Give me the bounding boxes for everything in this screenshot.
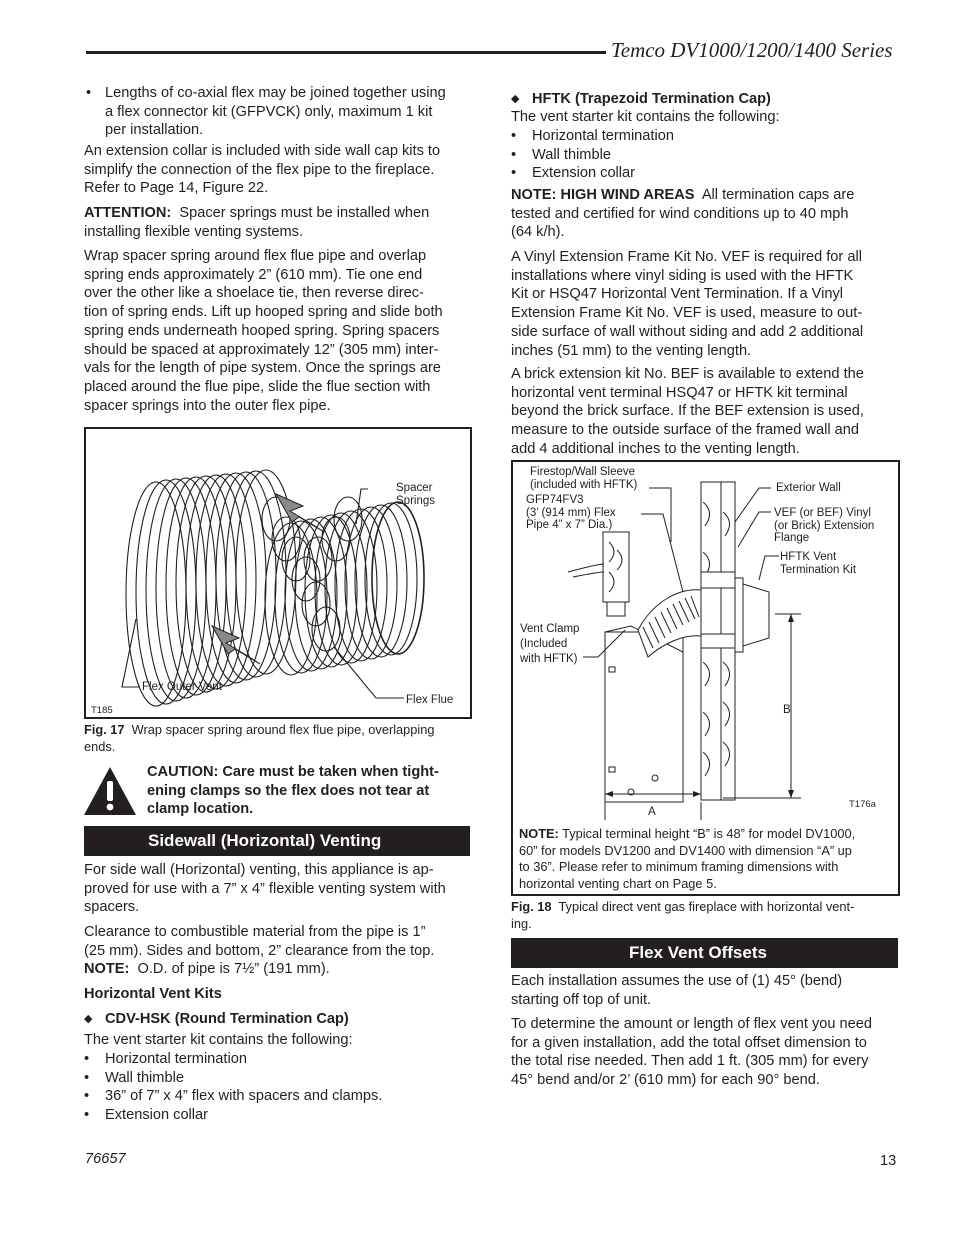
attention-paragraph: ATTENTION: Spacer springs must be installed when installing flexible venting systems. (84, 205, 430, 240)
paragraph-wrap-spring: Wrap spacer spring around flex flue pipe and overlap spring ends approximately 2” (610 mm). Tie one end over the other like a shoelace tie, then reverse direc- tion of spring ends. Lift up hooped spring and slide both spring ends underneath hooped spring. Spring spacers should be spaced at approximately 12” (305 mm) inter- vals for the length of pipe system. Once the springs are placed around the flue pipe, slide the flue section with spacer springs into the outer flex pipe. (84, 248, 443, 414)
diamond-bullet-icon: ◆ (511, 93, 520, 105)
paragraph-high-wind: NOTE: HIGH WIND AREAS All termination caps are tested and certified for wind conditions up to 40 mph (64 k/h). (511, 187, 855, 241)
caution-warning-icon (82, 765, 138, 817)
list-item: • Wall thimble (511, 146, 611, 163)
cdv-kit-list (84, 1050, 476, 1125)
page-number: 13 (880, 1153, 897, 1169)
section-title-flex-vent-offsets: Flex Vent Offsets (511, 938, 898, 968)
list-item: • Horizontal termination (84, 1051, 247, 1067)
figure-18-note: NOTE: Typical terminal height “B” is 48” for model DV1000, 60” for models DV1200 and DV1400 with dimension “A” up to 36”. Please refer to minimum framing dimensions with horizontal venting chart on Page 5. (519, 826, 856, 891)
caution-text: CAUTION: Care must be taken when tight- ening clamps so the flex does not tear at clamp location. (147, 764, 439, 818)
label-exterior-wall: Exterior Wall (776, 482, 841, 494)
list-item: • Horizontal termination (511, 128, 674, 144)
figure-18-caption: Fig. 18 Typical direct vent gas fireplace with horizontal vent- ing. (511, 899, 855, 931)
paragraph-offset-assumption: Each installation assumes the use of (1) 45° (bend) starting off top of unit. (511, 973, 843, 1008)
document-number: 76657 (85, 1151, 126, 1167)
figure-18-box (511, 460, 900, 896)
heading-hftk: HFTK (Trapezoid Termination Cap) (532, 91, 771, 107)
heading-horizontal-vent-kits: Horizontal Vent Kits (84, 986, 222, 1002)
paragraph-sidewall: For side wall (Horizontal) venting, this appliance is ap- proved for use with a 7” x 4” flexible venting system with spacers. (84, 862, 446, 916)
bullet-marker: • (86, 85, 92, 101)
cdv-starter-intro: The vent starter kit contains the following: (84, 1032, 353, 1048)
paragraph-extension-collar: An extension collar is included with side wall cap kits to simplify the connection of the flex pipe to the fireplace. Refer to Page 14, Figure 22. (84, 143, 441, 197)
list-item: • 36” of 7” x 4” flex with spacers and clamps. (84, 1088, 383, 1105)
label-vent-clamp: Vent Clamp (Included with HFTK) (520, 623, 580, 665)
page-header-title: Temco DV1000/1200/1400 Series (611, 38, 893, 62)
label-spacer-springs: Spacer Springs (396, 482, 435, 507)
flex-pipe-illustration (86, 429, 470, 717)
paragraph-brick-extension: A brick extension kit No. BEF is available to extend the horizontal vent terminal HSQ47 or HFTK kit terminal beyond the brick surface. If the BEF extension is used, measure to the outside surface of the framed wall and add 4 additional inches to the venting length. (511, 366, 864, 457)
heading-cdv-hsk: CDV-HSK (Round Termination Cap) (105, 1011, 349, 1027)
paragraph-offset-calculation: To determine the amount or length of flex vent you need for a given installation, add the total offset dimension to the total rise needed. Then add 1 ft. (305 mm) for every 45° bend and/or 2’ (610 mm) for each 90° bend. (511, 1016, 873, 1089)
list-item: • Wall thimble (84, 1069, 184, 1086)
figure-17-caption: Fig. 17 Wrap spacer spring around flex flue pipe, overlapping ends. (84, 722, 435, 754)
figure-code: T176a (849, 799, 876, 810)
diamond-bullet-icon: ◆ (84, 1013, 93, 1025)
hftk-starter-intro: The vent starter kit contains the following: (511, 109, 780, 125)
hftk-kit-list (511, 127, 674, 183)
list-item: • Extension collar (84, 1107, 209, 1124)
header-rule (86, 51, 606, 54)
list-item: • Extension collar (511, 165, 636, 182)
dimension-b-label: B (783, 704, 791, 716)
label-vef-flange: VEF (or BEF) Vinyl (or Brick) Extension Flange (774, 507, 875, 544)
label-flex-flue: Flex Flue (406, 694, 454, 706)
section-title-sidewall-venting: Sidewall (Horizontal) Venting (84, 826, 470, 856)
figure-code: T185 (91, 705, 113, 716)
paragraph-clearance: Clearance to combustible material from the pipe is 1” (25 mm). Sides and bottom, 2” clearance from the top. NOTE: O.D. of pipe is 7½” (191 mm). (84, 924, 435, 978)
label-flex-outer-vent: Flex Outer Vent (142, 681, 222, 693)
dimension-a-label: A (648, 806, 656, 818)
label-hftk-vent: HFTK Vent Termination Kit (780, 551, 857, 576)
paragraph-vinyl-extension: A Vinyl Extension Frame Kit No. VEF is required for all installations where vinyl siding is used with the HFTK Kit or HSQ47 Horizontal Vent Termination. If a Vinyl Extension Frame Kit No. VEF is used, measure to out- side surface of wall without siding and add 2 additional inches (51 mm) to the venting length. (511, 249, 864, 359)
label-firestop: Firestop/Wall Sleeve (included with HFTK) (530, 466, 638, 491)
figure-17-box (84, 427, 472, 719)
label-gfp74fv3: GFP74FV3 (3’ (914 mm) Flex Pipe 4” x 7” Dia.) (526, 494, 616, 531)
bullet-flex-connector: Lengths of co-axial flex may be joined together using a flex connector kit (GFPVCK) only, maximum 1 kit per installation. (105, 85, 446, 139)
